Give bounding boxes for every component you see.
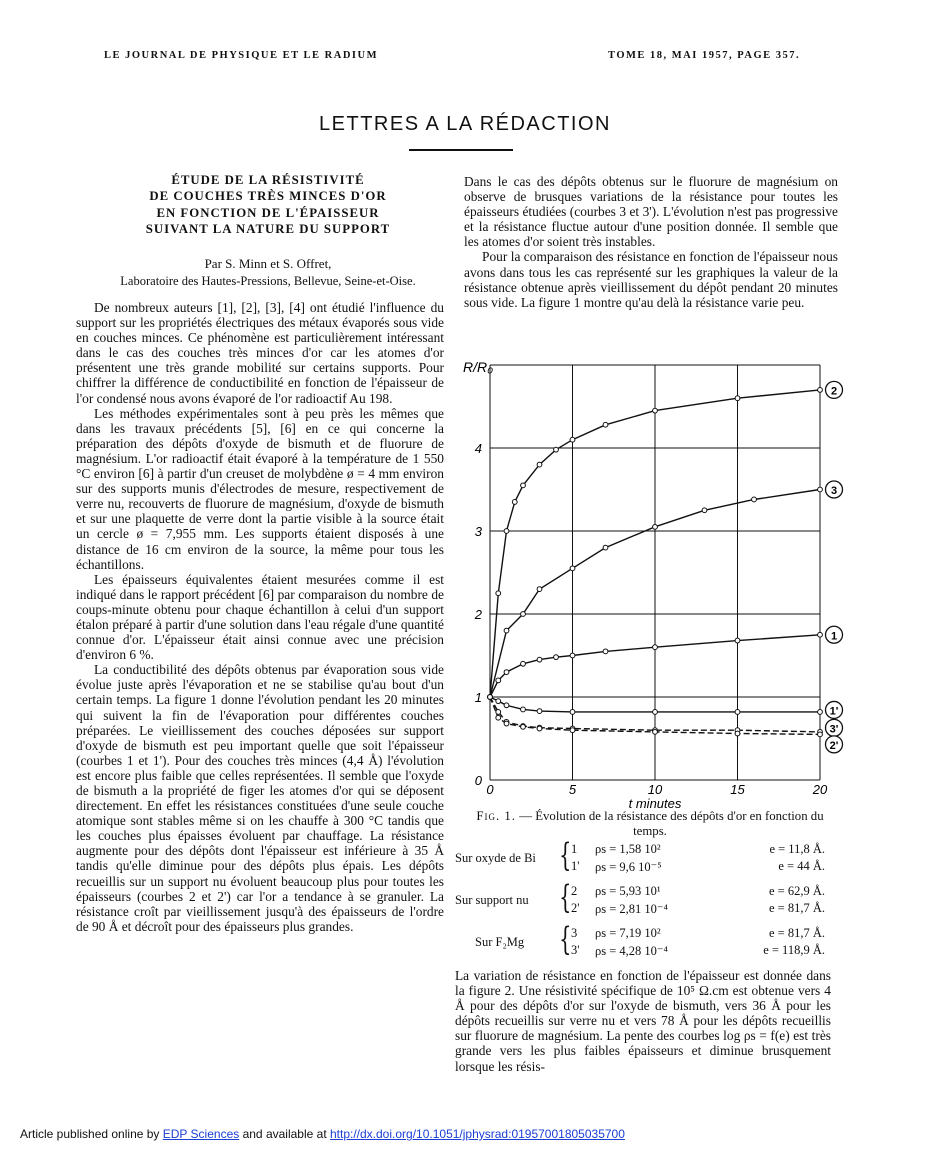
footer-prefix: Article published online by xyxy=(20,1127,163,1141)
paragraph: La conductibilité des dépôts obtenus par évaporation sous vide évolue juste après l'évaporation et ne se stabilise qu'au bout d'un certain temps. La figure 1 donne l'évolution pendant les 20 minutes qui suivent la fin de l'évaporation pour différentes couches préparées. Le vieillissement des couches déposées sur support d'oxyde de bismuth est peu important quelle que soit l'épaisseur (courbes 1 et 1'). Pour des couches très minces (4,4 Å) l'évolution est encore plus faible que celles représentées. Il semble que l'oxyde de bismuth a la propriété de figer les atomes d'or qui se déposent directement. En effet les résistances constituées d'une seule couche atomique sont stables même si on les chauffe à 300 °C tandis que les couches plus épaisses évoluent par chauffage. La résistance augmente pour des dépôts dont l'épaisseur est inférieure à 35 Å tandis qu'elle diminue pour des dépôts plus épais. Les dépôts recueillis sur un support nu évoluent beaucoup plus pour toutes les épaisseurs (courbes 2 et 2') car l'or a tendance à se granuler. La résistance croît par vieillissement jusqu'à des épaisseurs de l'ordre de 90 Å et décroît pour des épaisseurs plus grandes. xyxy=(76,662,444,934)
data-point xyxy=(653,710,658,715)
data-point xyxy=(570,437,575,442)
data-point xyxy=(735,396,740,401)
byline: Par S. Minn et S. Offret, xyxy=(204,256,332,271)
paragraph: La variation de résistance en fonction de l'épaisseur est donnée dans la figure 2. Une résistivité spécifique de 10⁵ Ω.cm est obtenue vers 4 Å pour des dépôts d'or sur l'oxyde de bismuth, vers 36 Å pour les dépôts recueillis sur verre nu et vers 78 Å pour les dépôts recueillis sur fluorure de magnésium. La pente des courbes log ρs = f(e) est très grande vers les plus faibles épaisseurs et diminue brusquement lorsque les résis- xyxy=(455,968,831,1074)
article-title-line: DE COUCHES TRÈS MINCES D'OR xyxy=(149,189,387,204)
data-point xyxy=(653,524,658,529)
legend-rho: ρs = 7,19 10² xyxy=(595,926,661,940)
brace-icon: { xyxy=(559,920,572,958)
legend-thickness: e = 81,7 Å. xyxy=(769,926,825,940)
data-point xyxy=(496,699,501,704)
data-point xyxy=(603,422,608,427)
series-label: 2 xyxy=(830,385,838,398)
data-point xyxy=(818,632,823,637)
legend-rho: ρs = 1,58 10² xyxy=(595,842,661,856)
x-tick-label: 5 xyxy=(568,782,577,797)
legend-group-name: Sur support nu xyxy=(455,893,529,907)
legend-group-name: Sur F₂Mg xyxy=(475,935,525,949)
legend-thickness: e = 11,8 Å. xyxy=(769,842,825,856)
data-point xyxy=(554,655,559,660)
x-tick-label: 15 xyxy=(730,782,745,797)
article-title-line: ÉTUDE DE LA RÉSISTIVITÉ xyxy=(171,173,365,187)
legend-thickness: e = 62,9 Å. xyxy=(769,884,825,898)
legend-rho: ρs = 2,81 10⁻⁴ xyxy=(595,902,668,916)
legend-curve: 2' xyxy=(571,901,580,915)
data-point xyxy=(521,724,526,729)
x-tick-label: 0 xyxy=(486,782,494,797)
y-tick-label: 2 xyxy=(474,607,482,622)
paragraph: Les méthodes expérimentales sont à peu près les mêmes que dans les travaux précédents [5], [6] en ce qui concerne la préparation des dépôts d'oxyde de bismuth et de fluorure de magnésium. L'or radioactif était évaporé à la température de 1 550 °C environ [6] à partir d'un creuset de molybdène ø = 4 mm environ sur des supports munis d'électrodes de mesure, respectivement de verre nu, recouverts de fluorure de magnésium, d'oxyde de bismuth et sur une plaquette de verre dont la partie visible à la source était un cercle ø = 7,955 mm. Les supports étaient disposés à une distance de 16 cm environ de la source, la même pour tous les échantillons. xyxy=(76,405,444,572)
legend-curve: 1' xyxy=(571,859,580,873)
series-label: 1' xyxy=(829,705,839,718)
legend-thickness: e = 44 Å. xyxy=(778,859,825,873)
data-point xyxy=(496,715,501,720)
data-point xyxy=(521,661,526,666)
legend-rho: ρs = 9,6 10⁻⁵ xyxy=(595,860,662,874)
data-point xyxy=(570,728,575,733)
data-point xyxy=(504,529,509,534)
right-column-top xyxy=(464,174,838,310)
article-title-line: EN FONCTION DE L'ÉPAISSEUR xyxy=(156,205,380,220)
data-point xyxy=(603,545,608,550)
data-point xyxy=(653,729,658,734)
data-point xyxy=(537,462,542,467)
section-title: LETTRES A LA RÉDACTION xyxy=(319,113,611,135)
data-point xyxy=(735,710,740,715)
x-axis-label: t minutes xyxy=(628,796,682,810)
footer xyxy=(20,1127,625,1141)
data-point xyxy=(735,731,740,736)
title-divider xyxy=(409,149,513,151)
data-point xyxy=(818,710,823,715)
data-point xyxy=(537,726,542,731)
data-point xyxy=(537,587,542,592)
figure-1-chart xyxy=(455,350,855,810)
data-point xyxy=(537,657,542,662)
brace-icon: { xyxy=(559,836,572,874)
data-point xyxy=(818,487,823,492)
data-point xyxy=(702,508,707,513)
data-point xyxy=(496,678,501,683)
data-point xyxy=(504,703,509,708)
data-point xyxy=(521,612,526,617)
series-label: 1 xyxy=(830,630,838,643)
paragraph: Les épaisseurs équivalentes étaient mesurées comme il est indiqué dans le rapport précédent [6] par comparaison du nombre de coups-minute obtenu pour chaque échantillon à celui d'un support étalon préparé à partir d'une solution dans l'eau régale d'une quantité connue d'or. L'épaisseur était ainsi connue avec une précision d'environ 6 %. xyxy=(76,571,444,663)
data-point xyxy=(818,732,823,737)
data-point xyxy=(521,707,526,712)
data-point xyxy=(752,497,757,502)
legend-curve: 1 xyxy=(571,842,578,856)
data-point xyxy=(653,645,658,650)
legend-group xyxy=(455,836,835,876)
legend-thickness: e = 81,7 Å. xyxy=(769,901,825,915)
data-point xyxy=(570,653,575,658)
brace-icon: { xyxy=(559,878,572,916)
footer-middle: and available at xyxy=(239,1127,330,1141)
legend-group xyxy=(455,920,835,960)
series-label: 3' xyxy=(829,723,839,736)
series-label: 2' xyxy=(829,739,839,752)
data-point xyxy=(496,710,501,715)
legend-thickness: e = 118,9 Å. xyxy=(763,943,825,957)
series-label: 3 xyxy=(830,485,838,497)
data-point xyxy=(603,649,608,654)
affiliation: Laboratoire des Hautes-Pressions, Bellevue, Seine-et-Oise. xyxy=(120,274,416,288)
data-point xyxy=(818,388,823,393)
data-point xyxy=(521,483,526,488)
legend-curve: 3' xyxy=(571,943,580,957)
legend-curve: 2 xyxy=(571,884,578,898)
article-title xyxy=(76,172,460,237)
legend-rho: ρs = 4,28 10⁻⁴ xyxy=(595,944,668,958)
y-axis-label: R/R₀ xyxy=(463,359,494,375)
caption-text: — Évolution de la résistance des dépôts d'or en fonction du temps. xyxy=(516,809,824,838)
caption-label: Fig. 1. xyxy=(476,809,517,823)
article-title-line: SUIVANT LA NATURE DU SUPPORT xyxy=(145,221,391,236)
legend-rho: ρs = 5,93 10¹ xyxy=(595,884,661,898)
data-point xyxy=(488,695,493,700)
paragraph: Pour la comparaison des résistance en fonction de l'épaisseur nous avons dans tous les cas représenté sur les graphiques la valeur de la résistance obtenue après vieillissement du dépôt pendant 20 minutes sous vide. La figure 1 montre qu'au delà la résistance varie peu. xyxy=(464,249,838,310)
doi-link[interactable]: http://dx.doi.org/10.1051/jphysrad:01957001805035700 xyxy=(329,1127,625,1141)
y-tick-label: 3 xyxy=(474,524,482,539)
data-point xyxy=(653,408,658,413)
x-tick-label: 20 xyxy=(812,782,828,797)
data-point xyxy=(504,721,509,726)
y-tick-label: 0 xyxy=(474,773,482,788)
data-point xyxy=(512,500,517,505)
figure-caption xyxy=(460,809,840,839)
data-point xyxy=(554,447,559,452)
data-point xyxy=(537,709,542,714)
data-point xyxy=(504,628,509,633)
legend-group xyxy=(455,878,835,918)
publisher-link[interactable]: EDP Sciences xyxy=(162,1127,240,1141)
legend-group-name: Sur oxyde de Bi xyxy=(455,851,536,865)
running-header-journal: LE JOURNAL DE PHYSIQUE ET LE RADIUM xyxy=(104,50,379,61)
data-point xyxy=(735,638,740,643)
data-point xyxy=(504,670,509,675)
data-point xyxy=(570,710,575,715)
paragraph: Dans le cas des dépôts obtenus sur le fluorure de magnésium on observe de brusques variations de la résistance pour toutes les épaisseurs étudiées (courbes 3 et 3'). L'évolution n'est pas progressive et la résistance fluctue autour d'une position donnée. Il semble que les atomes d'or soient très instables. xyxy=(464,174,838,250)
x-tick-label: 10 xyxy=(647,782,663,797)
y-tick-label: 4 xyxy=(474,441,482,456)
left-column xyxy=(76,300,444,934)
legend-curve: 3 xyxy=(571,926,578,940)
running-header-issue: TOME 18, MAI 1957, PAGE 357. xyxy=(608,50,801,61)
y-tick-label: 1 xyxy=(474,690,482,705)
data-point xyxy=(570,566,575,571)
paragraph: De nombreux auteurs [1], [2], [3], [4] ont étudié l'influence du support sur les propriétés électriques des métaux évaporés sous vide en couches minces. Ce phénomène est particulièrement intéressant dans le cas des couches très minces d'or car les atomes d'or présentent une très grande mobilité sur certains supports. Pour chiffrer la différence de conductibilité en fonction de l'épaisseur de l'or condensé nous avons évaporé de l'or radioactif Au 198. xyxy=(76,300,444,406)
data-point xyxy=(496,591,501,596)
right-column-bottom xyxy=(455,968,831,1074)
